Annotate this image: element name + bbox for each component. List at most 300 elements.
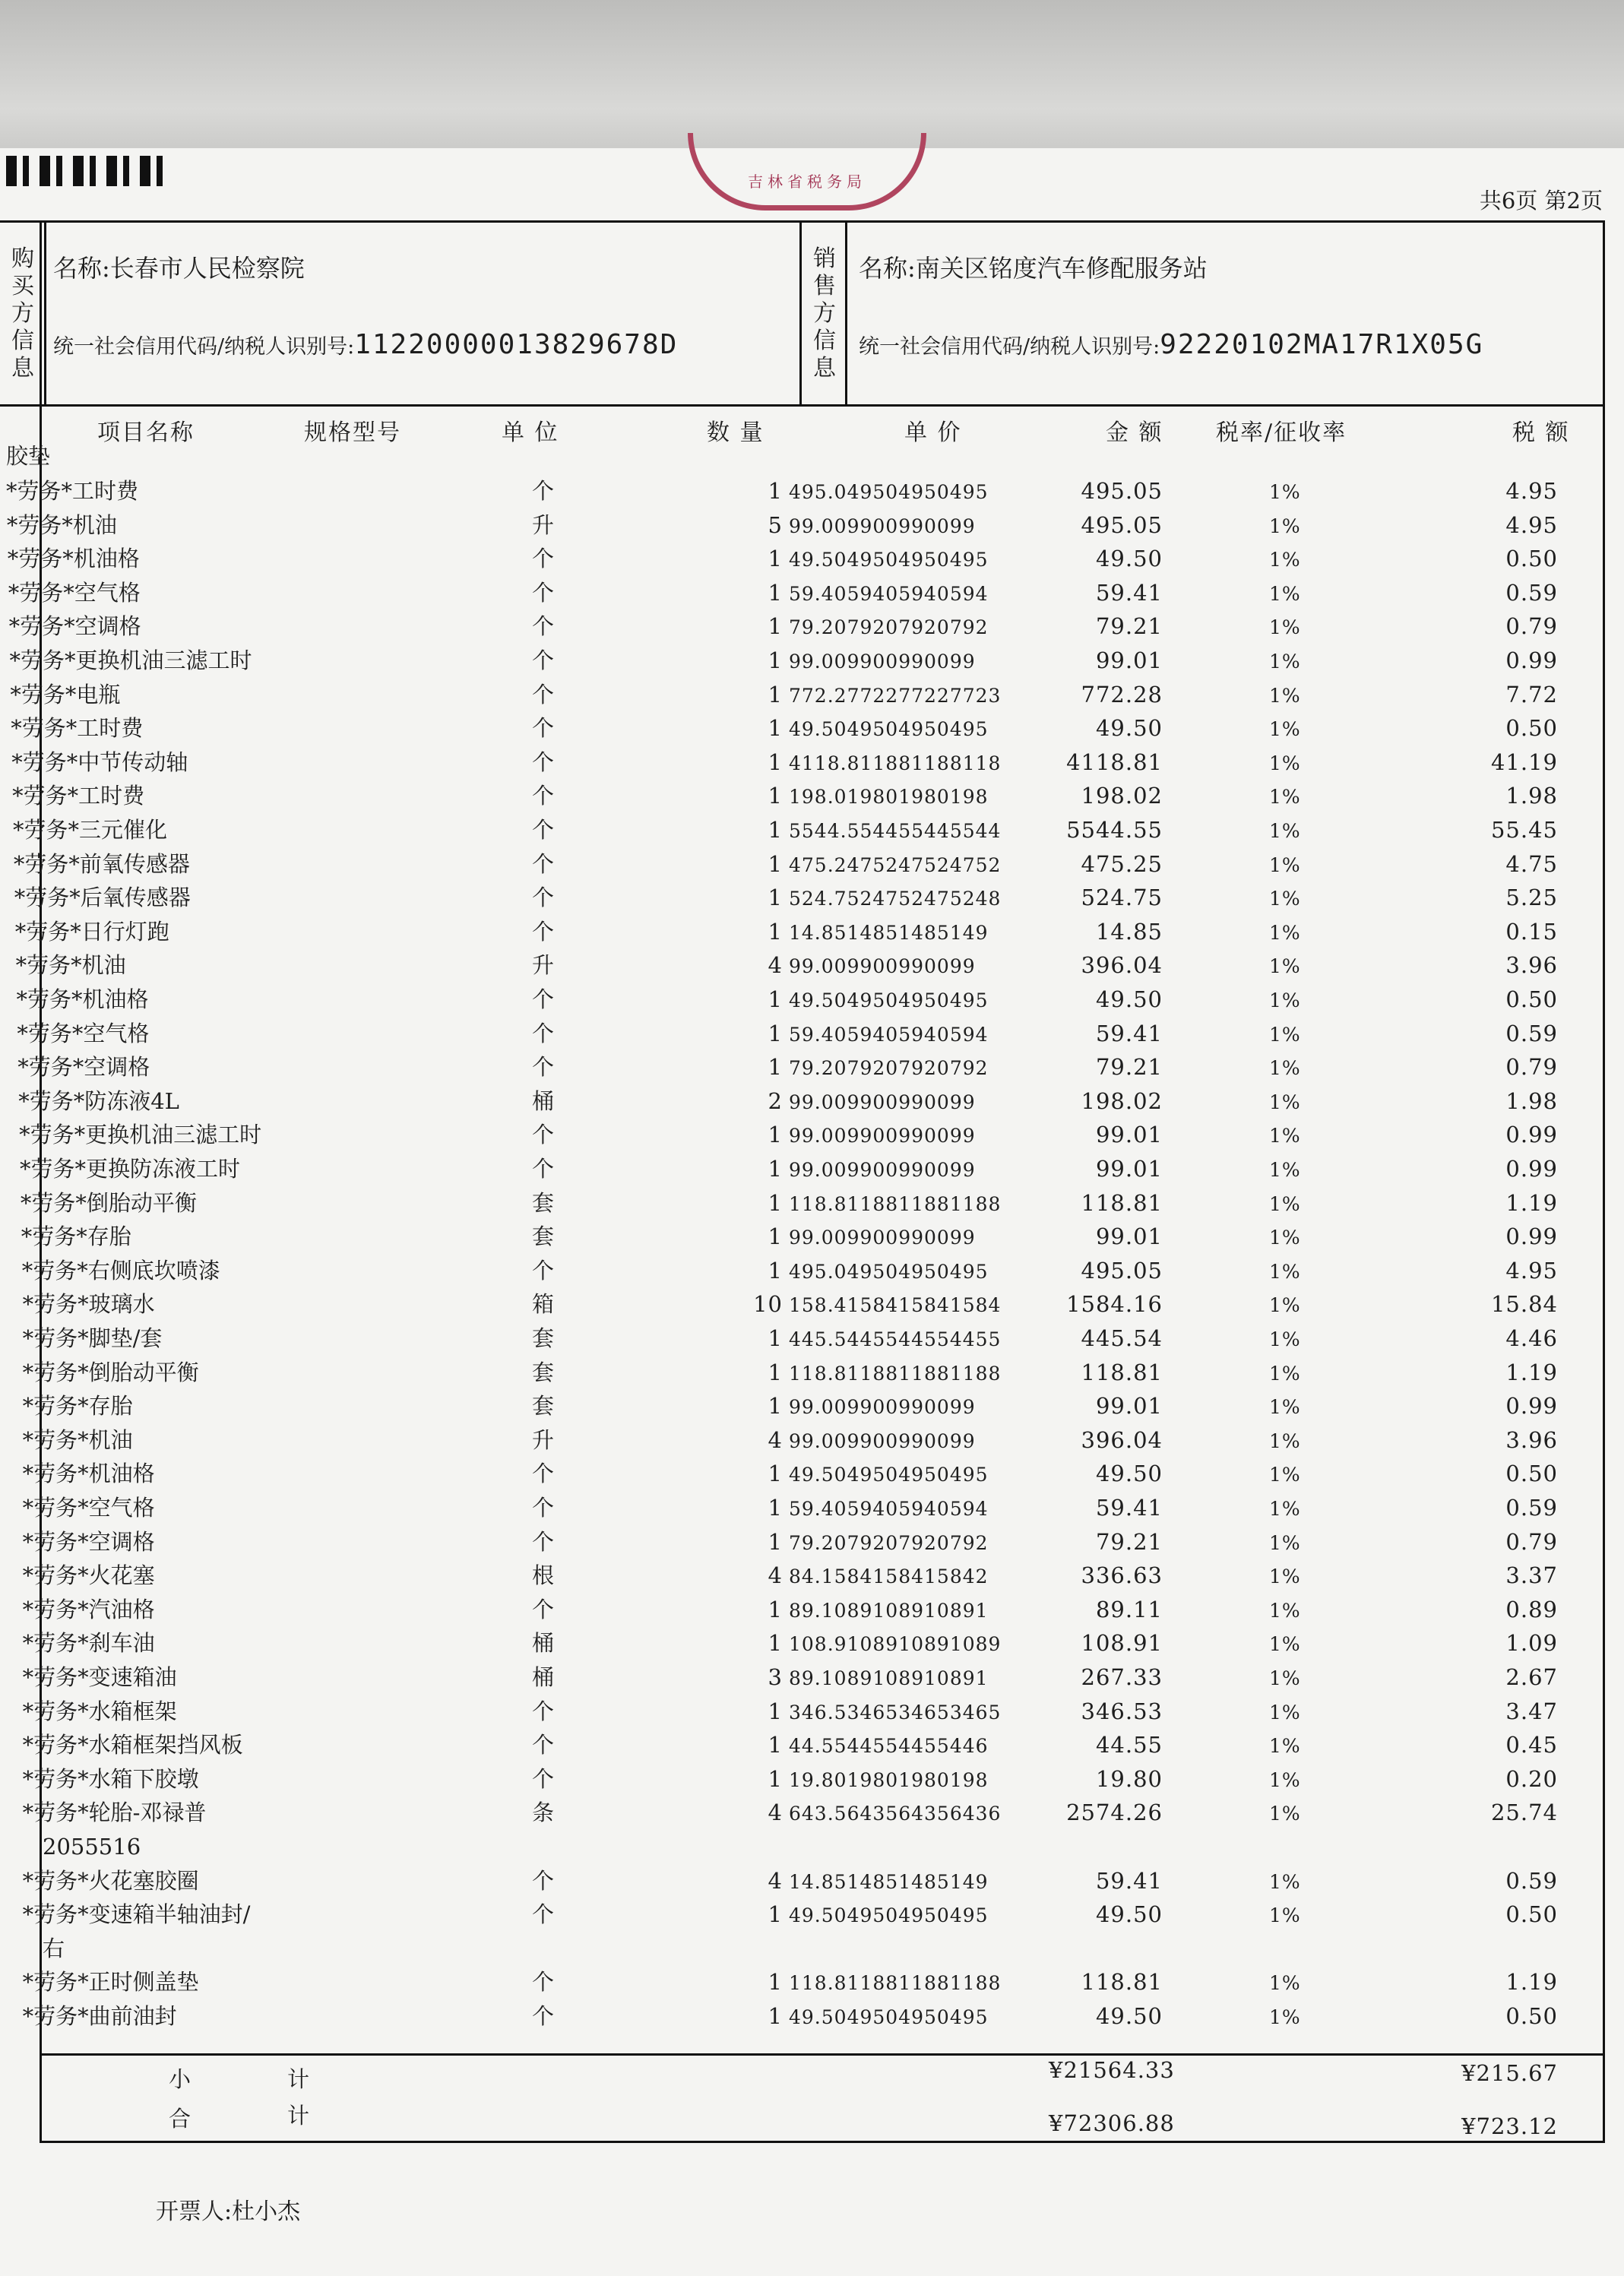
item-amount: 4118.81 [1066,749,1163,775]
item-price: 118.8118811881188 [789,1362,1002,1385]
item-rate: 1% [1269,1565,1301,1588]
item-price: 475.2475247524752 [789,853,1002,876]
item-qty: 1 [768,1020,783,1046]
item-unit: 个 [532,817,555,843]
qr-code [6,156,169,186]
item-amount: 118.81 [1081,1969,1163,1996]
item-qty: 1 [768,1122,783,1148]
item-tax: 0.99 [1505,1156,1558,1182]
item-name-continued: 右 [43,1935,65,1961]
item-price: 99.009900990099 [789,1227,976,1249]
item-qty: 1 [768,1393,783,1420]
item-amount: 108.91 [1081,1630,1163,1657]
item-amount: 118.81 [1081,1359,1163,1385]
item-qty: 1 [768,1630,783,1657]
item-rate: 1% [1269,820,1301,842]
item-amount: 49.50 [1095,986,1163,1012]
divider [845,223,847,404]
item-qty: 1 [768,647,783,673]
seller-label: 销 售 方 信 息 [813,245,836,381]
item-amount: 99.01 [1095,1223,1163,1250]
seller-name-line [859,249,1208,284]
item-tax: 1.19 [1505,1189,1558,1216]
item-unit: 个 [532,1867,555,1894]
item-name: *劳务*空调格 [22,1528,155,1555]
item-rate: 1% [1269,1227,1301,1249]
item-name: *劳务*存胎 [21,1223,131,1250]
item-price: 89.1089108910891 [789,1599,989,1622]
item-price: 89.1089108910891 [789,1667,989,1689]
item-name: *劳务*倒胎动平衡 [20,1189,197,1216]
item-tax: 41.19 [1490,749,1558,775]
item-qty: 4 [768,1867,783,1894]
item-unit: 个 [532,1732,555,1758]
item-rate: 1% [1269,549,1301,571]
summary-divider [40,2053,1605,2056]
item-unit: 个 [532,1257,555,1284]
item-price: 14.8514851485149 [789,921,989,944]
item-price: 643.5643564356436 [789,1803,1002,1825]
item-price: 49.5049504950495 [789,718,989,741]
item-rate: 1% [1269,582,1301,605]
item-unit: 套 [532,1325,555,1351]
item-rate: 1% [1269,1328,1301,1350]
item-tax: 1.09 [1505,1630,1558,1657]
item-name: *劳务*空调格 [8,613,141,640]
item-amount: 198.02 [1081,1087,1163,1114]
buyer-label: 购 买 方 信 息 [11,245,34,381]
item-unit: 根 [532,1562,555,1589]
item-rate: 1% [1269,514,1301,537]
item-name: *劳务*工时费 [11,715,144,742]
item-amount: 346.53 [1081,1698,1163,1724]
item-name: *劳务*存胎 [22,1393,133,1420]
item-tax: 4.75 [1505,850,1558,877]
item-tax: 3.37 [1505,1562,1558,1589]
item-qty: 1 [768,850,783,877]
header-spec: 规格型号 [304,419,401,446]
item-rate: 1% [1269,1159,1301,1181]
item-name: *劳务*玻璃水 [22,1291,155,1318]
item-tax: 0.50 [1505,546,1558,572]
item-name-continued: 2055516 [43,1834,141,1860]
buyer-tax-label: 统一社会信用代码/纳税人识别号: [53,335,355,359]
item-rate: 1% [1269,1498,1301,1520]
item-price: 79.2079207920792 [789,1531,989,1554]
item-amount: 44.55 [1095,1732,1163,1758]
item-name: *劳务*火花塞 [22,1562,155,1589]
header-tax: 税 额 [1512,419,1570,446]
item-qty: 1 [768,1901,783,1928]
item-amount: 198.02 [1081,783,1163,809]
item-qty: 1 [768,783,783,809]
page-info: 共6页 第2页 [1479,188,1603,214]
item-tax: 4.95 [1505,478,1558,504]
item-tax: 1.19 [1505,1969,1558,1996]
item-tax: 7.72 [1505,681,1558,707]
divider [44,223,46,404]
item-amount: 59.41 [1095,1020,1163,1046]
item-unit: 桶 [532,1630,555,1657]
item-qty: 1 [768,1528,783,1555]
item-qty: 1 [768,749,783,775]
item-unit: 个 [532,1156,555,1182]
item-qty: 1 [768,817,783,843]
item-rate: 1% [1269,921,1301,944]
item-rate: 1% [1269,1768,1301,1791]
item-amount: 118.81 [1081,1189,1163,1216]
item-name: *劳务*中节传动轴 [11,749,188,775]
item-rate: 1% [1269,955,1301,978]
item-tax: 25.74 [1490,1800,1558,1826]
item-price: 495.049504950495 [789,481,989,503]
item-amount: 99.01 [1095,1393,1163,1420]
seller-name-label: 名称: [859,254,916,283]
item-tax: 0.50 [1505,1901,1558,1928]
item-price: 99.009900990099 [789,1159,976,1181]
subtotal-label-2: 计 [287,2066,310,2092]
item-rate: 1% [1269,1599,1301,1622]
item-unit: 个 [532,1528,555,1555]
item-unit: 套 [532,1393,555,1420]
item-unit: 个 [532,647,555,673]
item-unit: 个 [532,986,555,1012]
item-qty: 1 [768,613,783,640]
item-amount: 89.11 [1095,1596,1163,1622]
item-name: *劳务*汽油格 [22,1596,155,1622]
item-tax: 2.67 [1505,1664,1558,1690]
item-amount: 99.01 [1095,647,1163,673]
item-price: 59.4059405940594 [789,582,989,605]
item-name: *劳务*水箱框架挡风板 [22,1732,243,1758]
item-qty: 1 [768,1257,783,1284]
item-rate: 1% [1269,1531,1301,1554]
item-name: *劳务*后氧传感器 [14,885,191,911]
item-name: *劳务*机油 [15,952,126,979]
item-name: *劳务*变速箱半轴油封/ [22,1901,251,1928]
item-unit: 个 [532,1054,555,1081]
item-qty: 1 [768,986,783,1012]
item-name: *劳务*倒胎动平衡 [22,1359,199,1385]
item-unit: 升 [532,511,555,538]
item-amount: 49.50 [1095,715,1163,742]
item-qty: 2 [768,1087,783,1114]
item-rate: 1% [1269,1701,1301,1724]
carry-over-text: 胶垫 [6,443,51,469]
item-name: *劳务*三元催化 [13,817,168,843]
item-rate: 1% [1269,684,1301,707]
item-tax: 4.95 [1505,511,1558,538]
item-unit: 个 [532,1596,555,1622]
header-qty: 数 量 [707,419,765,446]
item-tax: 0.59 [1505,1020,1558,1046]
item-name: *劳务*右侧底坎喷漆 [21,1257,220,1284]
item-amount: 59.41 [1095,1867,1163,1894]
item-amount: 524.75 [1081,885,1163,911]
item-unit: 个 [532,2003,555,2029]
header-item: 项目名称 [97,419,195,446]
item-qty: 1 [768,1189,783,1216]
item-amount: 2574.26 [1066,1800,1163,1826]
item-price: 4118.811881188118 [789,752,1002,774]
total-label-1: 合 [169,2106,192,2132]
item-qty: 1 [768,1359,783,1385]
item-qty: 1 [768,1765,783,1792]
seal-text: 吉林省税务局 [748,173,866,191]
item-amount: 99.01 [1095,1122,1163,1148]
item-name: *劳务*更换机油三滤工时 [19,1122,262,1148]
item-amount: 49.50 [1095,2003,1163,2029]
buyer-name-label: 名称: [53,254,110,283]
item-unit: 套 [532,1223,555,1250]
item-amount: 396.04 [1081,1426,1163,1453]
item-amount: 495.05 [1081,1257,1163,1284]
item-name: *劳务*曲前油封 [22,2003,177,2029]
item-tax: 1.98 [1505,1087,1558,1114]
item-amount: 49.50 [1095,1461,1163,1487]
item-price: 84.1584158415842 [789,1565,989,1588]
buyer-tax-id: 11220000013829678D [354,329,679,360]
total-tax: ¥723.12 [1461,2113,1558,2139]
item-price: 79.2079207920792 [789,1057,989,1080]
item-unit: 个 [532,546,555,572]
item-price: 445.5445544554455 [789,1328,1002,1350]
item-amount: 79.21 [1095,1528,1163,1555]
item-price: 99.009900990099 [789,1396,976,1419]
item-unit: 套 [532,1359,555,1385]
item-qty: 4 [768,1562,783,1589]
item-rate: 1% [1269,1023,1301,1046]
item-rate: 1% [1269,1735,1301,1758]
header-unit: 单 位 [502,419,559,446]
item-price: 118.8118811881188 [789,1192,1002,1215]
item-tax: 0.59 [1505,579,1558,606]
item-amount: 49.50 [1095,1901,1163,1928]
item-unit: 个 [532,783,555,809]
item-unit: 个 [532,850,555,877]
item-qty: 1 [768,1156,783,1182]
item-tax: 0.59 [1505,1495,1558,1521]
item-name: *劳务*变速箱油 [22,1664,177,1690]
item-name: *劳务*空气格 [8,579,141,606]
item-rate: 1% [1269,1362,1301,1385]
item-unit: 套 [532,1189,555,1216]
item-tax: 0.89 [1505,1596,1558,1622]
item-name: *劳务*轮胎-邓禄普 [22,1800,207,1826]
item-price: 44.5544554455446 [789,1735,989,1758]
subtotal-tax: ¥215.67 [1461,2060,1558,2086]
item-rate: 1% [1269,888,1301,910]
item-tax: 0.15 [1505,918,1558,945]
item-tax: 15.84 [1490,1291,1558,1318]
item-price: 49.5049504950495 [789,1904,989,1927]
header-rate: 税率/征收率 [1216,419,1347,446]
item-unit: 条 [532,1800,555,1826]
item-amount: 396.04 [1081,952,1163,979]
item-price: 772.2772277227723 [789,684,1002,707]
item-rate: 1% [1269,1294,1301,1317]
item-price: 49.5049504950495 [789,2006,989,2028]
item-qty: 4 [768,1426,783,1453]
subtotal-label-1: 小 [169,2066,192,2092]
item-qty: 1 [768,1698,783,1724]
item-unit: 个 [532,1765,555,1792]
subtotal-amount: ¥21564.33 [1049,2057,1175,2083]
item-tax: 3.96 [1505,1426,1558,1453]
item-tax: 0.99 [1505,1122,1558,1148]
item-unit: 个 [532,1122,555,1148]
item-unit: 箱 [532,1291,555,1318]
item-qty: 1 [768,681,783,707]
item-rate: 1% [1269,1904,1301,1927]
item-amount: 1584.16 [1066,1291,1163,1318]
item-price: 99.009900990099 [789,1125,976,1147]
item-qty: 1 [768,546,783,572]
item-rate: 1% [1269,616,1301,639]
item-qty: 1 [768,579,783,606]
seller-tax-line [859,329,1483,360]
seller-tax-label: 统一社会信用代码/纳税人识别号: [859,335,1160,359]
item-name: *劳务*日行灯跑 [14,918,169,945]
item-qty: 1 [768,715,783,742]
item-price: 14.8514851485149 [789,1870,989,1893]
item-unit: 个 [532,681,555,707]
item-amount: 445.54 [1081,1325,1163,1351]
item-rate: 1% [1269,1464,1301,1486]
item-unit: 个 [532,579,555,606]
item-qty: 10 [753,1291,783,1318]
item-amount: 267.33 [1081,1664,1163,1690]
item-name: *劳务*水箱框架 [22,1698,177,1724]
item-amount: 79.21 [1095,1054,1163,1081]
item-unit: 桶 [532,1664,555,1690]
item-name: *劳务*更换机油三滤工时 [9,647,252,673]
item-qty: 1 [768,1596,783,1622]
item-qty: 4 [768,1800,783,1826]
item-qty: 1 [768,2003,783,2029]
item-name: *劳务*前氧传感器 [13,850,190,877]
item-amount: 99.01 [1095,1156,1163,1182]
item-tax: 0.50 [1505,2003,1558,2029]
buyer-name: 长春市人民检察院 [109,254,305,283]
item-tax: 0.99 [1505,1393,1558,1420]
item-unit: 个 [532,918,555,945]
item-price: 99.009900990099 [789,651,976,673]
item-name: *劳务*脚垫/套 [22,1325,163,1351]
item-price: 158.4158415841584 [789,1294,1002,1317]
item-unit: 升 [532,952,555,979]
item-price: 59.4059405940594 [789,1498,989,1520]
item-rate: 1% [1269,1192,1301,1215]
item-name: *劳务*空气格 [22,1495,155,1521]
item-unit: 个 [532,1969,555,1996]
item-price: 49.5049504950495 [789,989,989,1011]
header-amount: 金 额 [1106,419,1163,446]
item-amount: 59.41 [1095,579,1163,606]
item-tax: 0.50 [1505,1461,1558,1487]
item-qty: 1 [768,1223,783,1250]
item-rate: 1% [1269,1125,1301,1147]
item-tax: 55.45 [1490,817,1558,843]
total-label-2: 计 [287,2103,310,2129]
item-price: 118.8118811881188 [789,1972,1002,1995]
party-info [0,220,1605,407]
item-rate: 1% [1269,989,1301,1011]
item-tax: 0.45 [1505,1732,1558,1758]
item-name: *劳务*空调格 [17,1054,150,1081]
item-unit: 个 [532,749,555,775]
item-tax: 0.50 [1505,986,1558,1012]
item-name: *劳务*更换防冻液工时 [20,1156,241,1182]
item-tax: 0.79 [1505,1528,1558,1555]
item-tax: 0.79 [1505,1054,1558,1081]
item-rate: 1% [1269,853,1301,876]
item-rate: 1% [1269,481,1301,503]
item-rate: 1% [1269,1396,1301,1419]
item-rate: 1% [1269,1633,1301,1656]
item-qty: 1 [768,1969,783,1996]
buyer-tax-line [53,329,678,360]
item-qty: 1 [768,1054,783,1081]
item-price: 59.4059405940594 [789,1023,989,1046]
item-tax: 4.95 [1505,1257,1558,1284]
item-amount: 495.05 [1081,478,1163,504]
item-name: *劳务*正时侧盖垫 [22,1969,199,1996]
item-price: 49.5049504950495 [789,1464,989,1486]
item-rate: 1% [1269,1429,1301,1452]
item-rate: 1% [1269,651,1301,673]
item-price: 99.009900990099 [789,1429,976,1452]
item-price: 99.009900990099 [789,1091,976,1113]
item-amount: 14.85 [1095,918,1163,945]
seller-tax-id: 92220102MA17R1X05G [1160,329,1484,360]
item-amount: 772.28 [1081,681,1163,707]
item-qty: 3 [768,1664,783,1690]
item-unit: 个 [532,1698,555,1724]
item-rate: 1% [1269,1870,1301,1893]
item-name: *劳务*刹车油 [22,1630,155,1657]
item-name: *劳务*工时费 [6,478,139,504]
item-name: *劳务*机油格 [7,546,140,572]
item-price: 49.5049504950495 [789,549,989,571]
issuer-label: 开票人: [156,2198,233,2225]
item-name: *劳务*水箱下胶墩 [22,1765,199,1792]
item-qty: 1 [768,1732,783,1758]
item-qty: 1 [768,478,783,504]
item-unit: 个 [532,613,555,640]
item-name: *劳务*机油 [22,1426,133,1453]
item-name: *劳务*空气格 [17,1020,150,1046]
item-tax: 0.99 [1505,1223,1558,1250]
item-price: 198.019801980198 [789,786,989,809]
item-rate: 1% [1269,1972,1301,1995]
item-price: 346.5346534653465 [789,1701,1002,1724]
item-qty: 1 [768,885,783,911]
issuer-name: 杜小杰 [232,2198,301,2225]
item-rate: 1% [1269,1057,1301,1080]
item-name: *劳务*工时费 [12,783,145,809]
item-unit: 个 [532,1020,555,1046]
item-name: *劳务*火花塞胶圈 [22,1867,199,1894]
item-amount: 5544.55 [1066,817,1163,843]
item-qty: 5 [768,511,783,538]
item-unit: 个 [532,715,555,742]
item-name: *劳务*机油格 [16,986,149,1012]
item-amount: 19.80 [1095,1765,1163,1792]
item-amount: 336.63 [1081,1562,1163,1589]
item-tax: 4.46 [1505,1325,1558,1351]
item-qty: 1 [768,1461,783,1487]
